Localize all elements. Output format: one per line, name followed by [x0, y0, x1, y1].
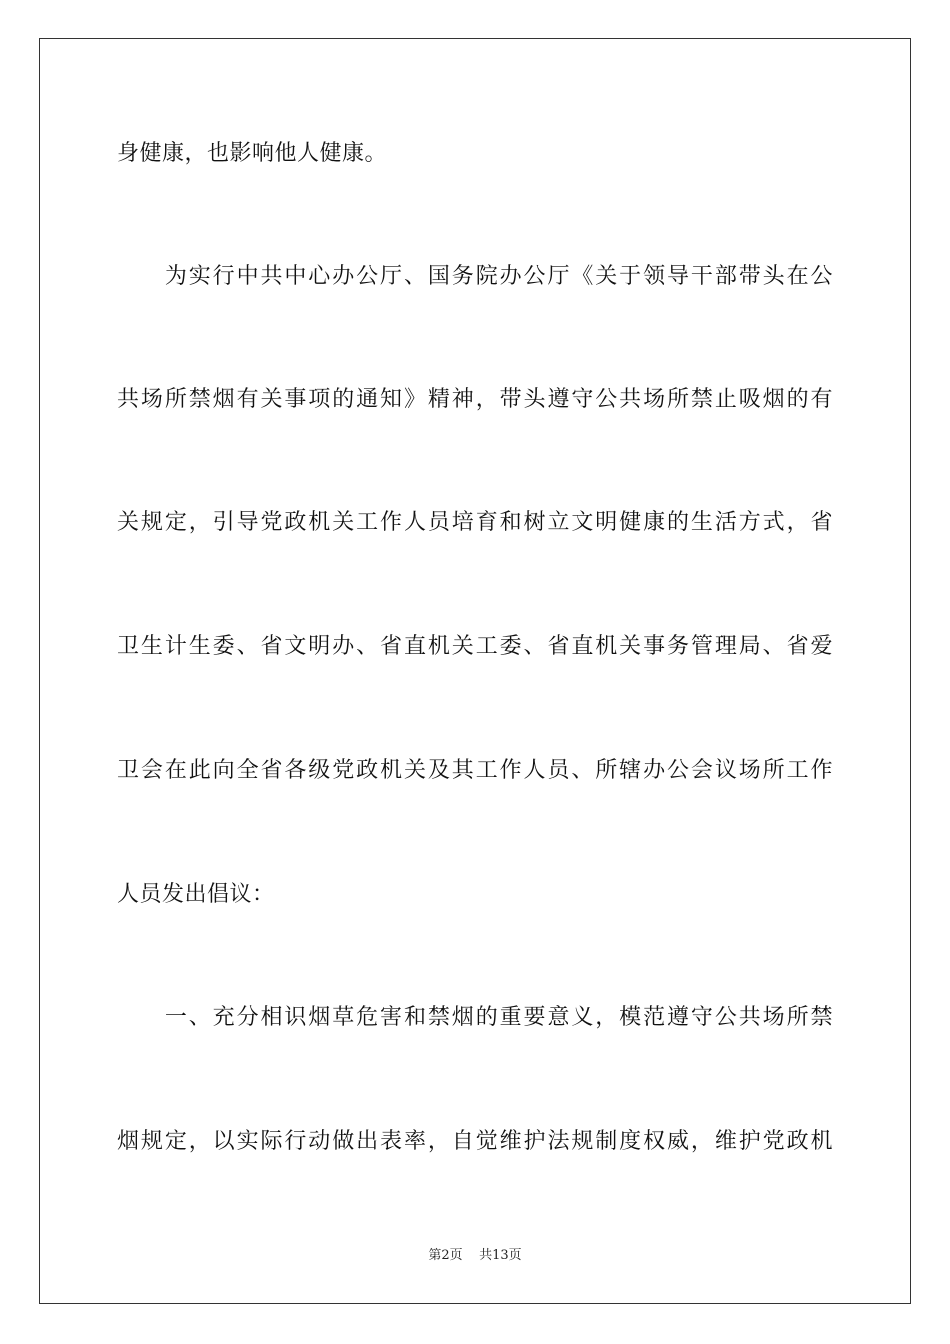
text-line-1: 身健康，也影响他人健康。	[117, 141, 388, 166]
page-footer	[0, 1247, 950, 1265]
text-line-9: 烟规定，以实际行动做出表率，自觉维护法规制度权威，维护党政机	[117, 1129, 833, 1154]
text-line-5: 卫生计生委、省文明办、省直机关工委、省直机关事务管理局、省爱	[117, 634, 833, 659]
text-line-4: 关规定，引导党政机关工作人员培育和树立文明健康的生活方式，省	[117, 510, 833, 535]
page-frame	[39, 38, 911, 1304]
page-number: 第2页	[428, 1248, 463, 1263]
text-line-3: 共场所禁烟有关事项的通知》精神，带头遵守公共场所禁止吸烟的有	[117, 387, 833, 412]
page-total: 共13页	[479, 1248, 522, 1263]
text-line-7: 人员发出倡议：	[117, 882, 275, 907]
text-line-2: 为实行中共中心办公厅、国务院办公厅《关于领导干部带头在公	[117, 264, 833, 289]
text-line-8: 一、充分相识烟草危害和禁烟的重要意义，模范遵守公共场所禁	[117, 1005, 833, 1030]
text-line-6: 卫会在此向全省各级党政机关及其工作人员、所辖办公会议场所工作	[117, 758, 833, 783]
